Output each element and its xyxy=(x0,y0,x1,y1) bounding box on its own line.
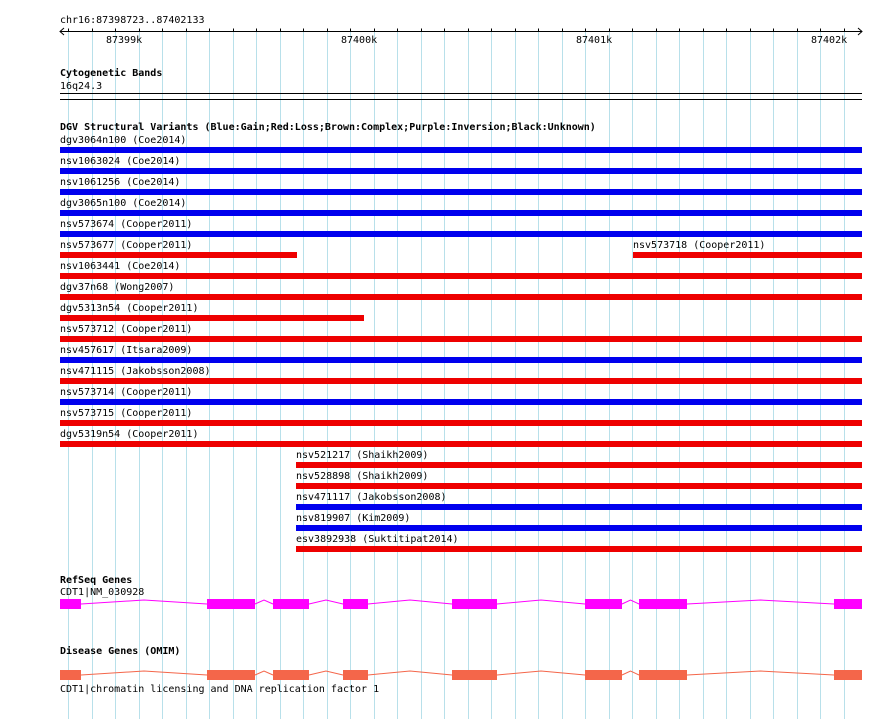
variant-label[interactable]: nsv457617 (Itsara2009) xyxy=(60,345,193,356)
cytoband-track-title: Cytogenetic Bands xyxy=(60,68,163,79)
variant-bar-loss[interactable] xyxy=(60,294,862,300)
variant-label[interactable]: nsv521217 (Shaikh2009) xyxy=(296,450,429,461)
variant-bar-loss[interactable] xyxy=(60,378,862,384)
variant-bar-gain[interactable] xyxy=(60,189,862,195)
variant-label[interactable]: nsv819907 (Kim2009) xyxy=(296,513,411,524)
variant-label[interactable]: dgv3064n100 (Coe2014) xyxy=(60,135,187,146)
variant-bar-gain[interactable] xyxy=(296,504,862,510)
variant-label[interactable]: nsv573674 (Cooper2011) xyxy=(60,219,193,230)
variant-label[interactable]: dgv5313n54 (Cooper2011) xyxy=(60,303,199,314)
omim-track-title: Disease Genes (OMIM) xyxy=(60,646,181,657)
ruler-tick-label: 87401k xyxy=(576,35,613,46)
region-label: chr16:87398723..87402133 xyxy=(60,15,205,26)
variant-label[interactable]: nsv573677 (Cooper2011) xyxy=(60,240,193,251)
variant-label[interactable]: esv3892938 (Suktitipat2014) xyxy=(296,534,459,545)
ruler-tick-label: 87399k xyxy=(106,35,143,46)
variant-bar-gain[interactable] xyxy=(60,357,862,363)
variant-label[interactable]: nsv573715 (Cooper2011) xyxy=(60,408,193,419)
variant-label[interactable]: dgv5319n54 (Cooper2011) xyxy=(60,429,199,440)
variant-bar-loss[interactable] xyxy=(60,336,862,342)
variant-label[interactable]: nsv471117 (Jakobsson2008) xyxy=(296,492,447,503)
variant-bar-loss[interactable] xyxy=(60,273,862,279)
variant-bar-loss[interactable] xyxy=(60,441,862,447)
variant-bar-gain[interactable] xyxy=(60,231,862,237)
variant-bar-gain[interactable] xyxy=(60,168,862,174)
refseq-track-title: RefSeq Genes xyxy=(60,575,133,586)
variant-label[interactable]: nsv1061256 (Coe2014) xyxy=(60,177,181,188)
variant-label[interactable]: nsv573714 (Cooper2011) xyxy=(60,387,193,398)
variant-label[interactable]: nsv573718 (Cooper2011) xyxy=(633,240,766,251)
variant-bar-loss[interactable] xyxy=(60,420,862,426)
variant-label[interactable]: nsv573712 (Cooper2011) xyxy=(60,324,193,335)
variant-bar-gain[interactable] xyxy=(60,399,862,405)
ruler-tick-label: 87400k xyxy=(341,35,378,46)
variant-bar-gain[interactable] xyxy=(60,210,862,216)
variant-label[interactable]: nsv528898 (Shaikh2009) xyxy=(296,471,429,482)
variant-label[interactable]: nsv1063441 (Coe2014) xyxy=(60,261,181,272)
variant-bar-loss[interactable] xyxy=(60,252,297,258)
variant-label[interactable]: dgv3065n100 (Coe2014) xyxy=(60,198,187,209)
ruler-tick-label: 87402k xyxy=(811,35,848,46)
omim-gene-label[interactable]: CDT1|chromatin licensing and DNA replication factor 1 xyxy=(60,684,380,695)
variant-label[interactable]: nsv1063024 (Coe2014) xyxy=(60,156,181,167)
variant-bar-loss[interactable] xyxy=(296,483,862,489)
cytoband-label[interactable]: 16q24.3 xyxy=(60,81,103,92)
variant-bar-loss[interactable] xyxy=(296,546,862,552)
dgv-track-title: DGV Structural Variants (Blue:Gain;Red:Loss;Brown:Complex;Purple:Inversion;Black:Unknown) xyxy=(60,122,596,133)
variant-bar-gain[interactable] xyxy=(296,525,862,531)
variant-bar-gain[interactable] xyxy=(60,147,862,153)
variant-label[interactable]: dgv37n68 (Wong2007) xyxy=(60,282,175,293)
variant-bar-loss[interactable] xyxy=(296,462,862,468)
variant-bar-loss[interactable] xyxy=(633,252,862,258)
refseq-gene-label[interactable]: CDT1|NM_030928 xyxy=(60,587,145,598)
variant-bar-loss[interactable] xyxy=(60,315,364,321)
variant-label[interactable]: nsv471115 (Jakobsson2008) xyxy=(60,366,211,377)
